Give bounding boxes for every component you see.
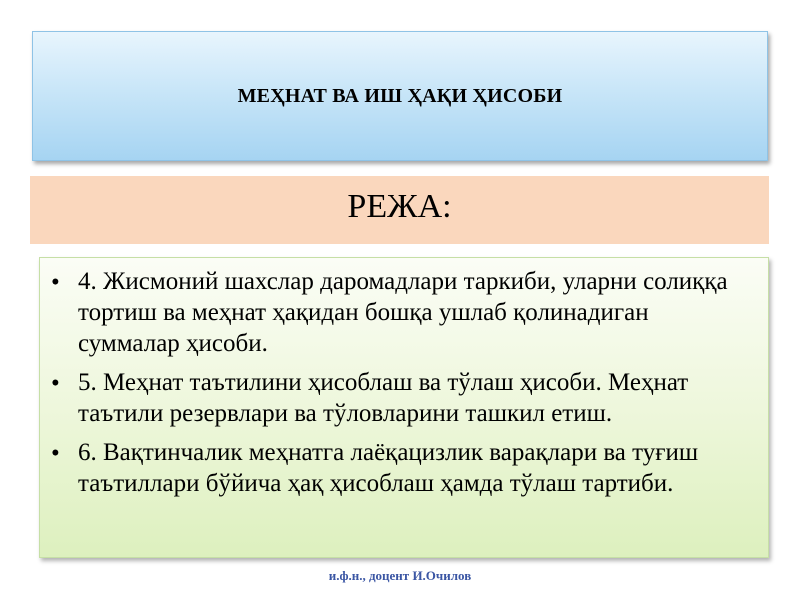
content-box [39, 257, 769, 558]
footer-author: и.ф.н., доцент И.Очилов [328, 568, 472, 583]
title-box [32, 31, 768, 161]
list-item-text: 5. Меҳнат таътилини ҳисоблаш ва тўлаш ҳисоби. Меҳнат таътили резервлари ва тўловларини ташкил етиш. [78, 369, 689, 427]
bullet-icon: • [51, 269, 60, 296]
list-item [40, 367, 768, 429]
list-item [40, 437, 768, 499]
slide-subtitle: РЕЖА: [347, 188, 452, 225]
bullet-icon: • [51, 370, 60, 397]
list-item-text: 4. Жисмоний шахслар даромадлари таркиби, уларни солиққа тортиш ва меҳнат ҳақидан бошқа ушлаб қолинадиган суммалар ҳисоби. [78, 268, 728, 357]
list-item [40, 266, 768, 359]
bullet-icon: • [51, 440, 60, 467]
bullet-list [40, 258, 768, 499]
subtitle-box [30, 176, 769, 244]
slide-title: МЕҲНАТ ВА ИШ ҲАҚИ ҲИСОБИ [237, 84, 563, 107]
list-item-text: 6. Вақтинчалик меҳнатга лаёқацизлик варақлари ва туғиш таътиллари бўйича ҳақ ҳисоблаш ҳамда тўлаш тартиби. [78, 439, 699, 497]
